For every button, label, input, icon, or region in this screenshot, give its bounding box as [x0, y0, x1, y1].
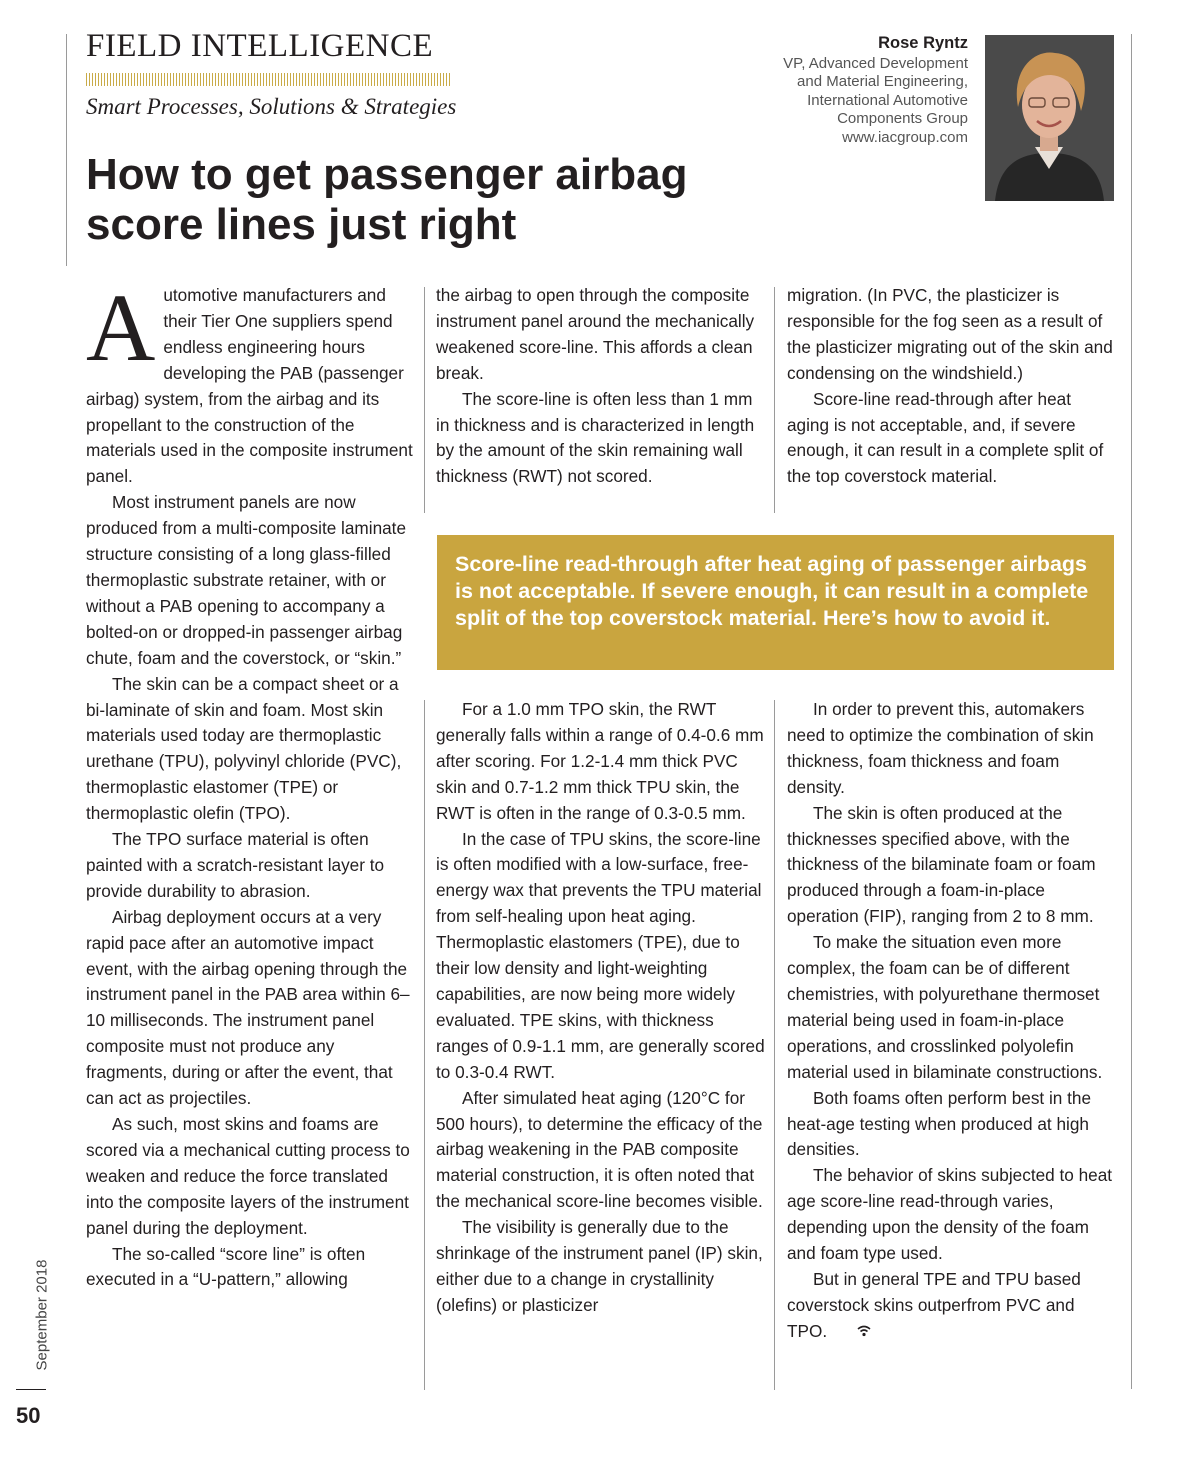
author-title-line: and Material Engineering, [797, 73, 968, 90]
column-rule [774, 287, 775, 513]
wifi-end-mark-icon [831, 1319, 871, 1345]
page-right-rule [1131, 34, 1132, 1389]
issue-date: September 2018 [33, 1259, 51, 1371]
body-paragraph: utomotive manufacturers and their Tier One suppliers spend endless engineering hours developing the PAB (passenger airbag) system, from the airbag and its propellant to the construction of the materials used in the composite instrument panel. [86, 285, 413, 487]
article-column-1 [86, 274, 416, 1293]
body-paragraph: For a 1.0 mm TPO skin, the RWT generally falls within a range of 0.4-0.6 mm after scoring. For 1.2-1.4 mm thick PVC skin and 0.7-1.2 mm thick TPU skin, the RWT is often in the range of 0.3-0.5 mm. [436, 699, 764, 823]
body-paragraph: In the case of TPU skins, the score-line is often modified with a low-surface, free-energy wax that prevents the TPU material from self-healing upon heat aging. Thermoplastic elastomers (TPE), due to their low density and light-weighting capabilities, are now being more widely evaluated. TPE skins, with thickness ranges of 0.9-1.1 mm, are generally scored to 0.3-0.4 RWT. [436, 828, 765, 1082]
body-paragraph: The TPO surface material is often painted with a scratch-resistant layer to provide durability to abrasion. [86, 829, 385, 901]
author-name: Rose Ryntz [878, 34, 968, 52]
body-paragraph: As such, most skins and foams are scored via a mechanical cutting process to weaken and reduce the force translated into the composite layers of the instrument panel during the deployment. [86, 1114, 410, 1238]
body-paragraph: But in general TPE and TPU based coverstock skins outperfrom PVC and TPO. [787, 1268, 1081, 1341]
page-number-rule [16, 1389, 46, 1390]
body-paragraph: Most instrument panels are now produced from a multi-composite laminate structure consisting of a long glass-filled thermoplastic substrate retainer, with or without a PAB opening to accompany a bolted-on or dropped-in passenger airbag chute, foam and the coverstock, or “skin.” [86, 492, 407, 668]
section-tagline: Smart Processes, Solutions & Strategies [86, 94, 457, 119]
body-paragraph: The visibility is generally due to the shrinkage of the instrument panel (IP) skin, either due to a change in crystallinity (olefins) or plasticizer [436, 1217, 763, 1315]
author-title-line: VP, Advanced Development [783, 54, 968, 72]
author-portrait-icon [985, 35, 1114, 201]
author-website: www.iacgroup.com [842, 128, 968, 146]
article-column-2-top [436, 283, 766, 490]
author-company-line: International Automotive [807, 91, 968, 109]
drop-cap: A [86, 274, 156, 381]
author-portrait-photo [985, 35, 1114, 201]
decorative-hatch-bar [86, 73, 450, 86]
article-column-3-top [787, 283, 1117, 490]
article-headline: How to get passenger airbag score lines just right [86, 150, 688, 249]
column-rule [774, 700, 775, 1390]
body-paragraph: After simulated heat aging (120°C for 500 hours), to determine the efficacy of the airbag weakening in the PAB composite material construction, it is often noted that the mechanical score-line becomes visible. [436, 1087, 763, 1212]
body-paragraph: migration. (In PVC, the plasticizer is responsible for the fog seen as a result of the plasticizer migrating out of the skin and condensing on the windshield.) [787, 285, 1113, 383]
body-paragraph: In order to prevent this, automakers need to optimize the combination of skin thickness, foam thickness and foam density. [787, 699, 1094, 797]
body-paragraph: the airbag to open through the composite instrument panel around the mechanically weakened score-line. This affords a clean break. [436, 285, 755, 383]
article-column-3-bottom [787, 697, 1117, 1345]
article-column-2-bottom [436, 697, 766, 1319]
pull-quote-callout: Score-line read-through after heat aging of passenger airbags is not acceptable. If severe enough, it can result in a complete split of the top coverstock material. Here’s how to avoid it. [437, 535, 1114, 670]
body-paragraph: Both foams often perform best in the heat-age testing when produced at high densities. [787, 1087, 1092, 1160]
body-paragraph: The score-line is often less than 1 mm in thickness and is characterized in length by the amount of the skin remaining wall thickness (RWT) not scored. [436, 388, 755, 487]
section-kicker: FIELD INTELLIGENCE [86, 28, 434, 64]
page-number: 50 [16, 1403, 41, 1428]
body-paragraph: The skin can be a compact sheet or a bi-laminate of skin and foam. Most skin materials used today are thermoplastic urethane (TPU), polyvinyl chloride (PVC), thermoplastic elastomer (TPE) or thermoplastic olefin (TPO). [86, 673, 402, 824]
body-paragraph: The behavior of skins subjected to heat age score-line read-through varies, depending upon the density of the foam and foam type used. [787, 1165, 1113, 1264]
header-left-rule [66, 34, 67, 266]
body-paragraph: Airbag deployment occurs at a very rapid pace after an automotive impact event, with the airbag opening through the instrument panel in the PAB area within 6–10 milliseconds. The instrument panel composite must not produce any fragments, during or after the event, that can act as projectiles. [86, 906, 410, 1109]
column-rule [424, 287, 425, 513]
body-paragraph: Score-line read-through after heat aging is not acceptable, and, if severe enough, it can result in a complete split of the top coverstock material. [787, 388, 1104, 487]
column-rule [424, 700, 425, 1390]
author-company-line: Components Group [837, 110, 968, 127]
body-paragraph: To make the situation even more complex, the foam can be of different chemistries, with polyurethane thermoset material being used in foam-in-place operations, and crosslinked polyolefin material used in bilaminate constructions. [787, 932, 1103, 1082]
body-paragraph: The so-called “score line” is often executed in a “U-pattern,” allowing [86, 1243, 366, 1290]
body-paragraph: The skin is often produced at the thicknesses specified above, with the thickness of the bilaminate foam or foam produced through a foam-in-place operation (FIP), ranging from 2 to 8 mm. [787, 802, 1096, 927]
author-block [783, 34, 968, 147]
